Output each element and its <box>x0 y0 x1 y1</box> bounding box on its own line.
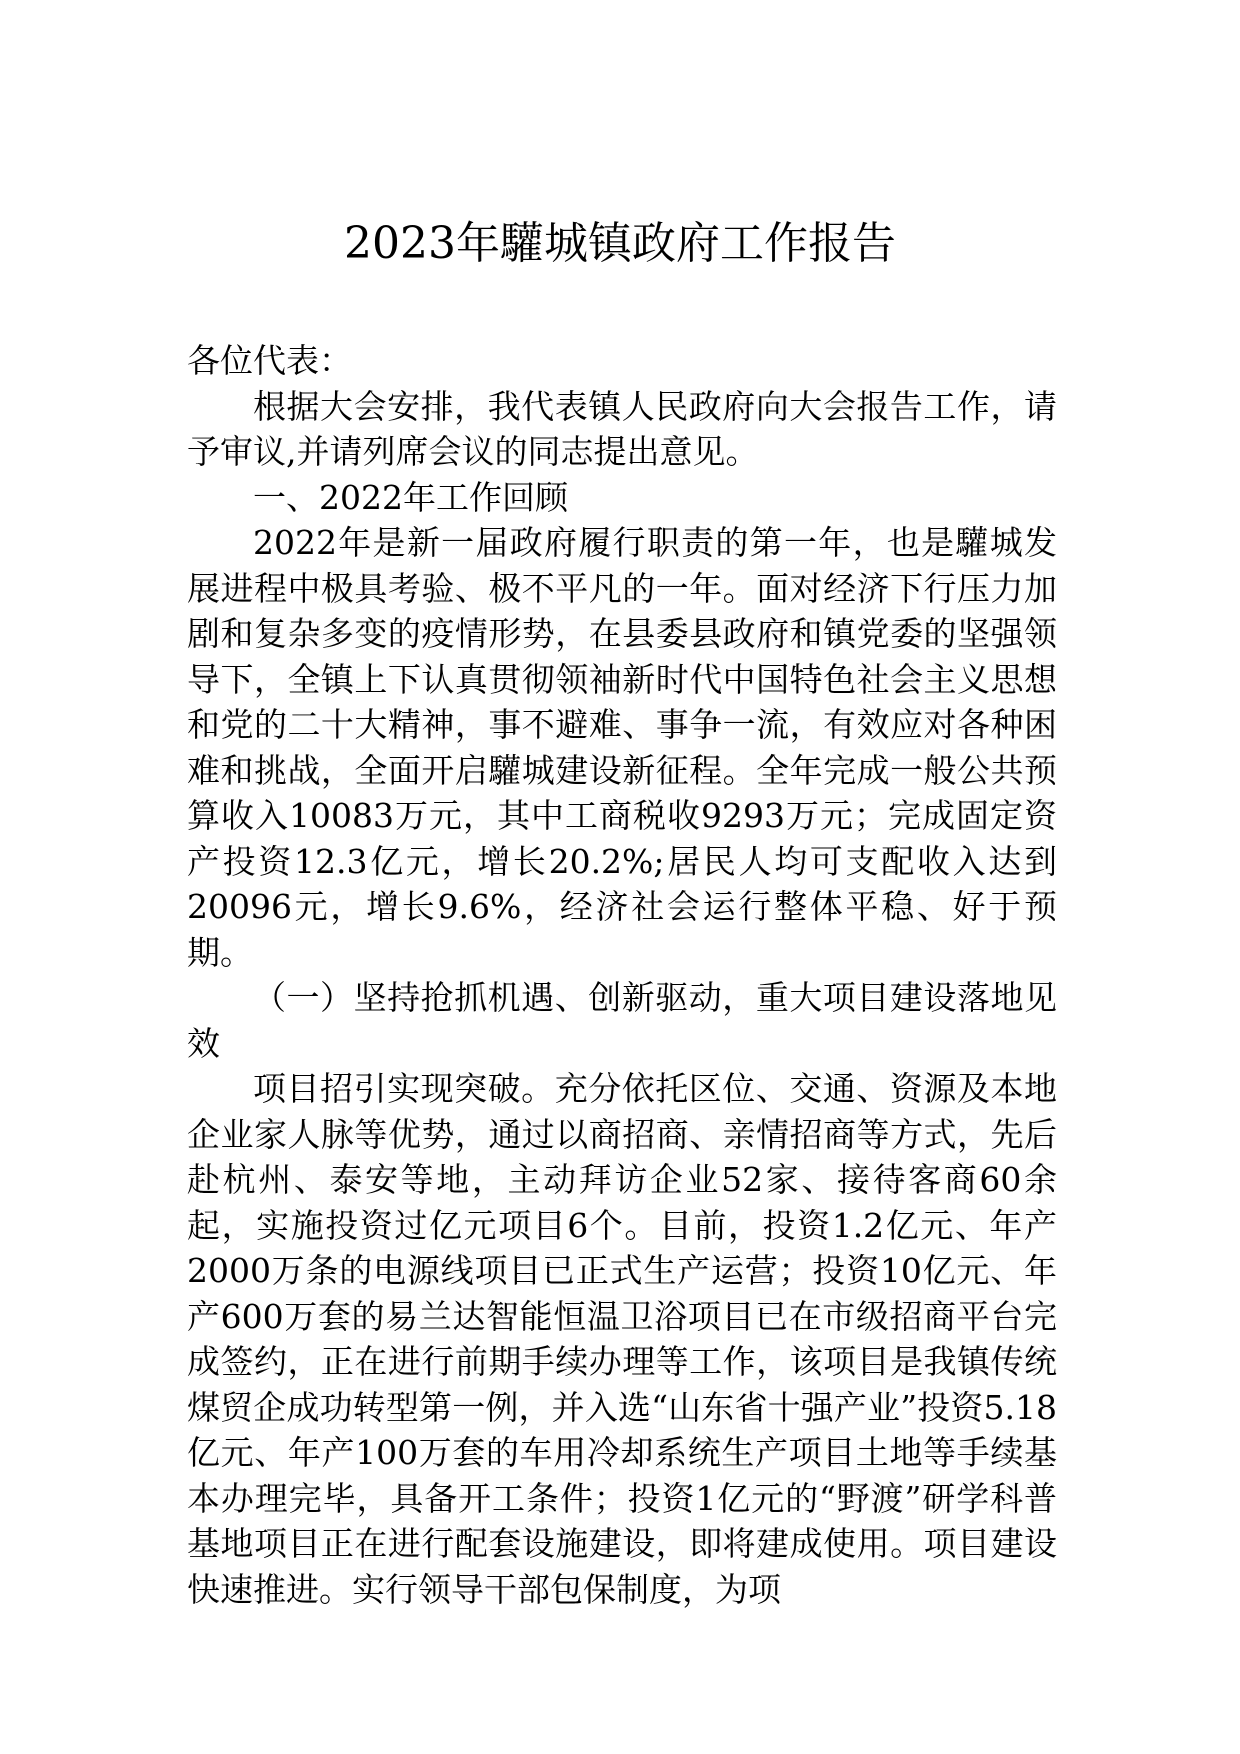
salutation: 各位代表： <box>187 341 352 380</box>
subsection-heading-projects: （一）坚持抢抓机遇、创新驱动，重大项目建设落地见效 <box>187 978 1057 1063</box>
document-body <box>187 338 1057 1612</box>
paragraph-overview: 2022年是新一届政府履行职责的第一年，也是驩城发展进程中极具考验、极不平凡的一年。面对经济下行压力加剧和复杂多变的疫情形势，在县委县政府和镇党委的坚强领导下，全镇上下认真贯彻领袖新时代中国特色社会主义思想和党的二十大精神，事不避难、事争一流，有效应对各种困难和挑战，全面开启驩城建设新征程。全年完成一般公共预算收入10083万元，其中工商税收9293万元；完成固定资产投资12.3亿元，增长20.2%;居民人均可支配收入达到20096元，增长9.6%，经济社会运行整体平稳、好于预期。 <box>187 523 1057 972</box>
paragraph-intro: 根据大会安排，我代表镇人民政府向大会报告工作，请予审议,并请列席会议的同志提出意见。 <box>187 386 1057 471</box>
paragraph-projects: 项目招引实现突破。充分依托区位、交通、资源及本地企业家人脉等优势，通过以商招商、亲情招商等方式，先后赴杭州、泰安等地，主动拜访企业52家、接待客商60余起，实施投资过亿元项目6个。目前，投资1.2亿元、年产2000万条的电源线项目已正式生产运营；投资10亿元、年产600万套的易兰达智能恒温卫浴项目已在市级招商平台完成签约，正在进行前期手续办理等工作，该项目是我镇传统煤贸企成功转型第一例，并入选“山东省十强产业”投资5.18亿元、年产100万套的车用冷却系统生产项目土地等手续基本办理完毕，具备开工条件；投资1亿元的“野渡”研学科普基地项目正在进行配套设施建设，即将建成使用。项目建设快速推进。实行领导干部包保制度，为项 <box>187 1069 1057 1609</box>
document-title: 2023年驩城镇政府工作报告 <box>344 218 896 269</box>
section-heading-review: 一、2022年工作回顾 <box>253 477 568 517</box>
